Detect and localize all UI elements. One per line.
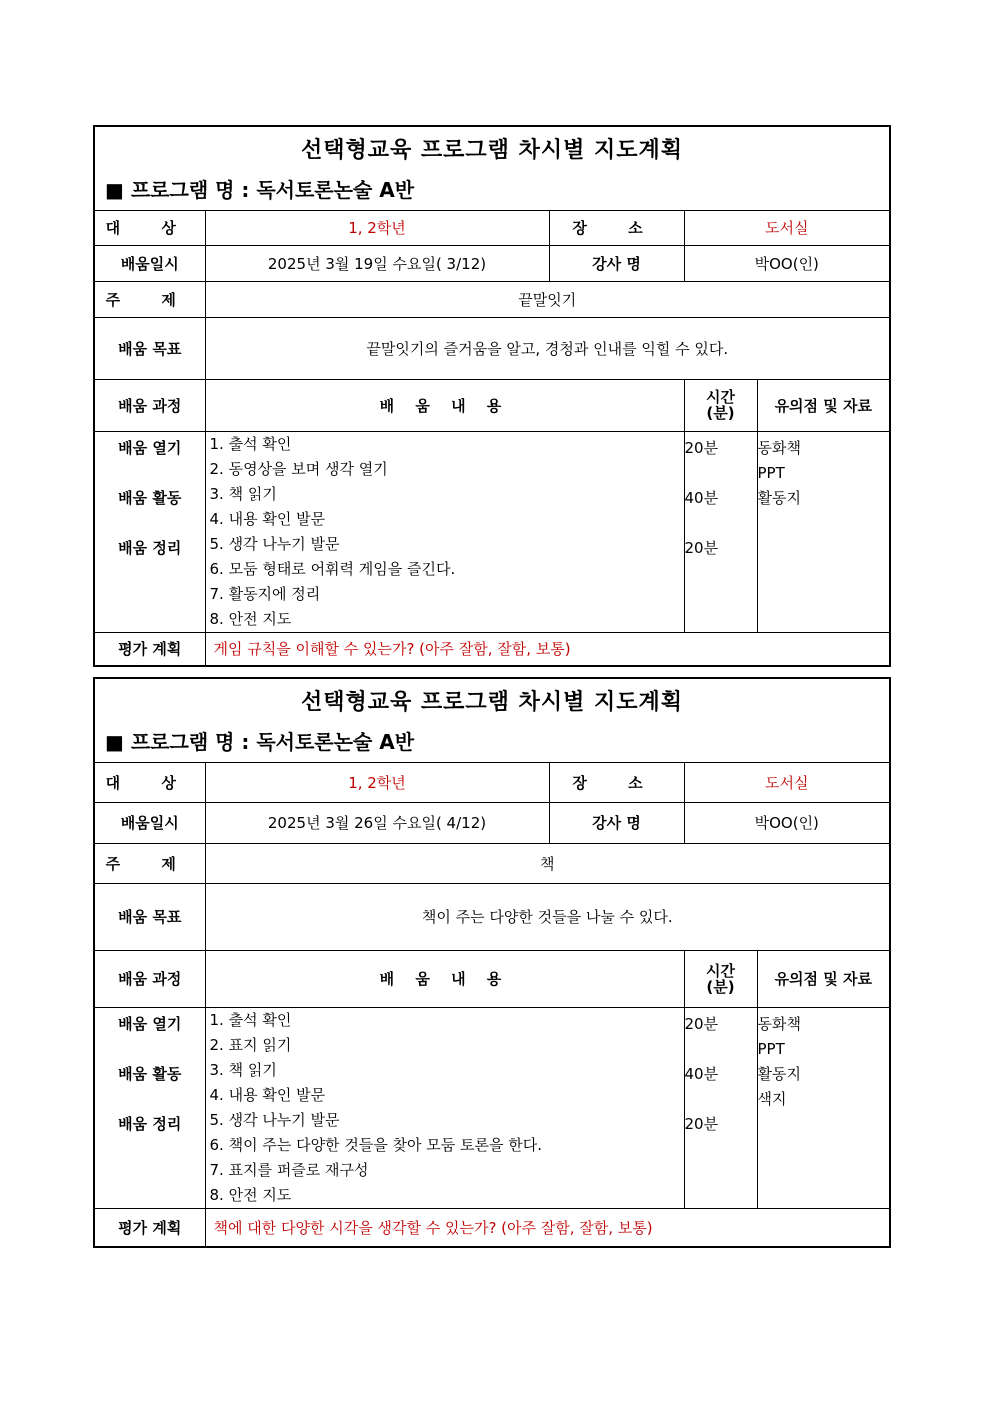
place-label: 장 소 [549, 762, 684, 802]
material-item: 활동지 [757, 488, 801, 507]
target-value: 1, 2학년 [205, 762, 549, 802]
plan-title: 선택형교육 프로그램 차시별 지도계획 [301, 690, 684, 715]
stage-activity: 배움 활동 [118, 488, 182, 507]
lesson-plan-1 [93, 125, 889, 667]
content-list [206, 1008, 684, 1208]
stage-close: 배움 정리 [118, 538, 182, 557]
time-open: 20분 [684, 1014, 719, 1033]
time-close: 20분 [684, 1114, 719, 1133]
date-value: 2025년 3월 19일 수요일( 3/12) [205, 245, 549, 281]
stage-column [94, 431, 205, 632]
list-item: 4. 내용 확인 발문 [209, 509, 326, 528]
stage-column [94, 1007, 205, 1208]
stage-open: 배움 열기 [118, 438, 182, 457]
materials-column [757, 1007, 890, 1208]
place-value: 도서실 [684, 210, 890, 245]
date-label: 배움일시 [94, 245, 205, 281]
time-label: 시간 [706, 961, 735, 980]
list-item: 5. 생각 나누기 발문 [209, 1110, 340, 1129]
material-item: 색지 [757, 1089, 787, 1108]
process-label: 배움 과정 [94, 379, 205, 431]
list-item: 2. 동영상을 보며 생각 열기 [209, 459, 388, 478]
time-header [684, 950, 757, 1007]
target-value: 1, 2학년 [205, 210, 549, 245]
time-label: 시간 [706, 388, 735, 406]
time-open: 20분 [684, 438, 719, 457]
content-column [205, 431, 684, 632]
list-item: 2. 표지 읽기 [209, 1035, 292, 1054]
plan-title: 선택형교육 프로그램 차시별 지도계획 [301, 138, 684, 163]
content-list [206, 432, 684, 632]
list-item: 6. 모둠 형태로 어휘력 게임을 즐긴다. [209, 559, 456, 578]
stage-activity: 배움 활동 [118, 1064, 182, 1083]
topic-label: 주 제 [94, 843, 205, 883]
list-item: 1. 출석 확인 [209, 1010, 292, 1029]
date-value: 2025년 3월 26일 수요일( 4/12) [205, 802, 549, 843]
topic-label: 주 제 [94, 281, 205, 317]
time-column [684, 431, 757, 632]
goal-value: 끝말잇기의 즐거움을 알고, 경청과 인내를 익힐 수 있다. [205, 317, 890, 379]
place-label: 장 소 [549, 210, 684, 245]
content-label: 배 움 내 용 [205, 379, 684, 431]
material-item: PPT [757, 463, 785, 482]
time-activity: 40분 [684, 488, 719, 507]
target-label: 대 상 [94, 762, 205, 802]
eval-value: 게임 규칙을 이해할 수 있는가? (아주 잘함, 잘함, 보통) [205, 632, 890, 666]
time-unit-label: (분) [706, 977, 735, 996]
list-item: 6. 책이 주는 다양한 것들을 찾아 모둠 토론을 한다. [209, 1135, 543, 1154]
teacher-label: 강사 명 [549, 802, 684, 843]
time-unit-label: (분) [706, 404, 735, 422]
material-item: 활동지 [757, 1064, 801, 1083]
goal-value: 책이 주는 다양한 것들을 나눌 수 있다. [205, 883, 890, 950]
topic-value: 책 [205, 843, 890, 883]
list-item: 3. 책 읽기 [209, 484, 277, 503]
material-item: 동화책 [757, 438, 801, 457]
materials-column [757, 431, 890, 632]
time-close: 20분 [684, 538, 719, 557]
stage-open: 배움 열기 [118, 1014, 182, 1033]
teacher-value: 박OO(인) [684, 802, 890, 843]
program-name: ■ 프로그램 명 : 독서토론논술 A반 [105, 178, 415, 202]
notes-label: 유의점 및 자료 [757, 379, 890, 431]
place-value: 도서실 [684, 762, 890, 802]
eval-label: 평가 계획 [94, 632, 205, 666]
eval-value: 책에 대한 다양한 시각을 생각할 수 있는가? (아주 잘함, 잘함, 보통) [205, 1208, 890, 1247]
list-item: 4. 내용 확인 발문 [209, 1085, 326, 1104]
target-label: 대 상 [94, 210, 205, 245]
teacher-value: 박OO(인) [684, 245, 890, 281]
date-label: 배움일시 [94, 802, 205, 843]
program-name: ■ 프로그램 명 : 독서토론논술 A반 [105, 730, 415, 754]
time-activity: 40분 [684, 1064, 719, 1083]
list-item: 3. 책 읽기 [209, 1060, 277, 1079]
goal-label: 배움 목표 [94, 317, 205, 379]
goal-label: 배움 목표 [94, 883, 205, 950]
time-header [684, 379, 757, 431]
list-item: 5. 생각 나누기 발문 [209, 534, 340, 553]
eval-label: 평가 계획 [94, 1208, 205, 1247]
list-item: 8. 안전 지도 [209, 609, 292, 628]
lesson-plan-2 [93, 677, 889, 1248]
list-item: 7. 활동지에 정리 [209, 584, 321, 603]
notes-label: 유의점 및 자료 [757, 950, 890, 1007]
content-column [205, 1007, 684, 1208]
material-item: PPT [757, 1039, 785, 1058]
material-item: 동화책 [757, 1014, 801, 1033]
topic-value: 끝말잇기 [205, 281, 890, 317]
list-item: 7. 표지를 퍼즐로 재구성 [209, 1160, 369, 1179]
content-label: 배 움 내 용 [205, 950, 684, 1007]
time-column [684, 1007, 757, 1208]
process-label: 배움 과정 [94, 950, 205, 1007]
teacher-label: 강사 명 [549, 245, 684, 281]
list-item: 8. 안전 지도 [209, 1185, 292, 1204]
stage-close: 배움 정리 [118, 1114, 182, 1133]
list-item: 1. 출석 확인 [209, 434, 292, 453]
